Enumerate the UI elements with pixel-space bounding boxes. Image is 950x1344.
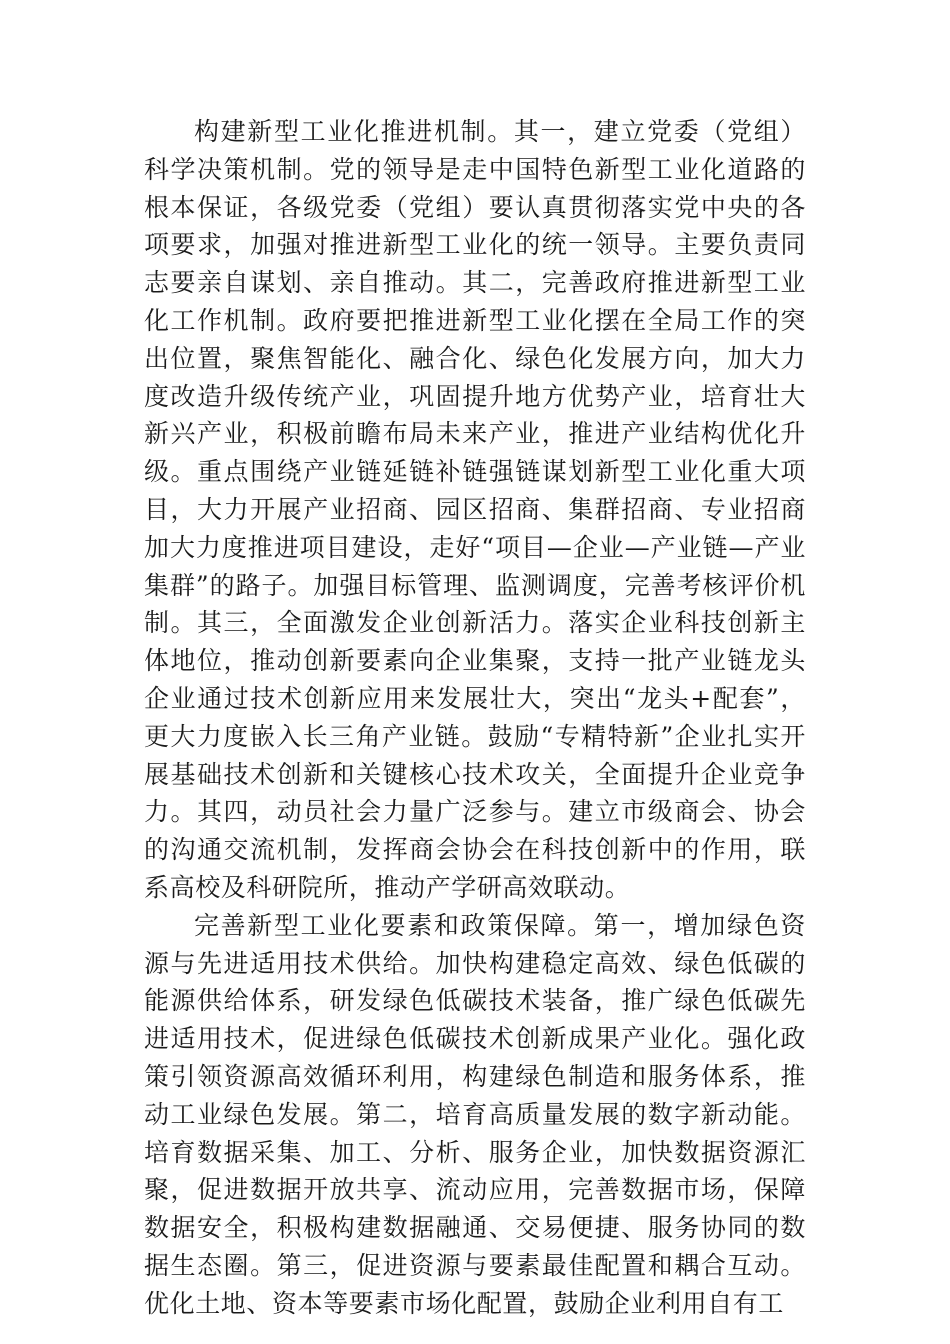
paragraph-industrialization-mechanism: 构建新型工业化推进机制。其一，建立党委（党组）科学决策机制。党的领导是走中国特色新型工业化道路的根本保证，各级党委（党组）要认真贯彻落实党中央的各项要求，加强对推进新型工业化的统一领导。主要负责同志要亲自谋划、亲自推动。其二，完善政府推进新型工业化工作机制。政府要把推进新型工业化摆在全局工作的突出位置，聚焦智能化、融合化、绿色化发展方向，加大力度改造升级传统产业，巩固提升地方优势产业，培育壮大新兴产业，积极前瞻布局未来产业，推进产业结构优化升级。重点围绕产业链延链补链强链谋划新型工业化重大项目，大力开展产业招商、园区招商、集群招商、专业招商加大力度推进项目建设，走好“项目—企业—产业链—产业集群”的路子。加强目标管理、监测调度，完善考核评价机制。其三，全面激发企业创新活力。落实企业科技创新主体地位，推动创新要素向企业集聚，支持一批产业链龙头企业通过技术创新应用来发展壮大，突出“龙头+配套”，更大力度嵌入长三角产业链。鼓励“专精特新”企业扎实开展基础技术创新和关键核心技术攻关，全面提升企业竞争力。其四，动员社会力量广泛参与。建立市级商会、协会的沟通交流机制，发挥商会协会在科技创新中的作用，联系高校及科研院所，推动产学研高效联动。 [144,117,806,902]
document-body [144,113,806,1323]
paragraph-factor-policy-guarantee: 完善新型工业化要素和政策保障。第一，增加绿色资源与先进适用技术供给。加快构建稳定高效、绿色低碳的能源供给体系，研发绿色低碳技术装备，推广绿色低碳先进适用技术，促进绿色低碳技术创新成果产业化。强化政策引领资源高效循环利用，构建绿色制造和服务体系，推动工业绿色发展。第二，培育高质量发展的数字新动能。培育数据采集、加工、分析、服务企业，加快数据资源汇聚，促进数据开放共享、流动应用，完善数据市场，保障数据安全，积极构建数据融通、交易便捷、服务协同的数据生态圈。第三，促进资源与要素最佳配置和耦合互动。优化土地、资本等要素市场化配置，鼓励企业利用自有工 [144,910,806,1318]
